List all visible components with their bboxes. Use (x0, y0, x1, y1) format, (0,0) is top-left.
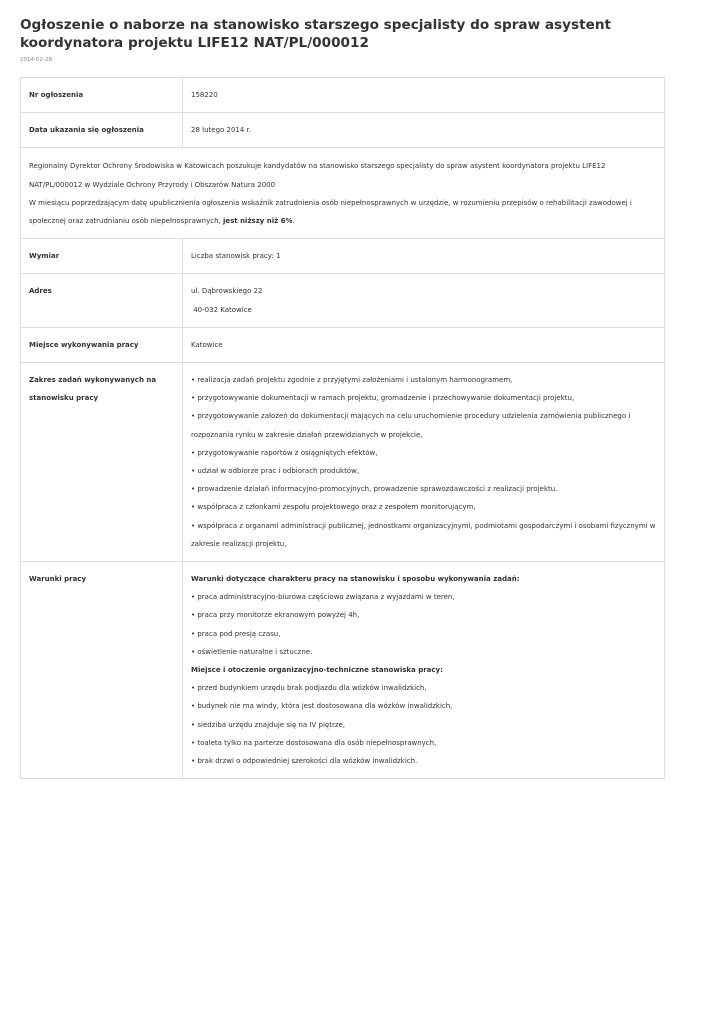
list-item: • współpraca z członkami zespołu projektowego oraz z zespołem monitorującym, (191, 503, 476, 512)
list-item: • przygotowywanie założeń do dokumentacji mających na celu uruchomienie procedury udzielenia zamówienia publicznego i rozpoznania rynku w zakresie działań przewidzianych w projekcie, (191, 412, 631, 439)
label-wymiar: Wymiar (21, 239, 183, 274)
label-miejsce: Miejsce wykonywania pracy (21, 327, 183, 362)
intro-line2-bold: jest niższy niż 6% (222, 217, 293, 226)
list-item: • toaleta tylko na parterze dostosowana dla osób niepełnosprawnych, (191, 738, 437, 747)
label-adres: Adres (21, 274, 183, 327)
value-data: 28 lutego 2014 r. (183, 113, 665, 148)
intro-cell (21, 148, 665, 239)
list-item: • budynek nie ma windy, która jest dostosowana dla wózków inwalidzkich, (191, 702, 453, 711)
intro-line1: Regionalny Dyrektor Ochrony Środowiska w Katowicach poszukuje kandydatów na stanowisko starszego specjalisty do spraw asystent koordynatora projektu LIFE12 NAT/PL/000012 w Wydziale Ochrony Przyrody i Obszarów Natura 2000 (29, 162, 606, 189)
value-warunki (183, 562, 665, 779)
table-row-data (21, 113, 665, 148)
intro-line2-suffix: . (292, 217, 295, 226)
page-title: Ogłoszenie o naborze na stanowisko starszego specjalisty do spraw asystent koordynatora projektu LIFE12 NAT/PL/000012 (20, 17, 611, 51)
table-row-intro (21, 148, 665, 239)
label-nr: Nr ogłoszenia (21, 78, 183, 113)
value-miejsce: Katowice (183, 327, 665, 362)
value-zakres (183, 363, 665, 562)
intro-line2 (29, 194, 656, 230)
label-data: Data ukazania się ogłoszenia (21, 113, 183, 148)
list-item: • praca pod presją czasu, (191, 629, 281, 638)
label-zakres: Zakres zadań wykonywanych na stanowisku pracy (21, 363, 183, 562)
heading-warunki-charakter: Warunki dotyczące charakteru pracy na stanowisku i sposobu wykonywania zadań: (191, 575, 520, 584)
value-adres (183, 274, 665, 327)
list-item: • udział w odbiorze prac i odbiorach produktów, (191, 467, 360, 476)
list-item: • prowadzenie działań informacyjno-promocyjnych, prowadzenie sprawozdawczości z realizacji projektu. (191, 485, 558, 494)
table-row-zakres (21, 363, 665, 562)
list-item: • praca przy monitorze ekranowym powyżej 4h, (191, 611, 360, 620)
label-warunki: Warunki pracy (21, 562, 183, 779)
list-item: • praca administracyjno-biurowa częściowo związana z wyjazdami w teren, (191, 593, 455, 602)
table-row-adres (21, 274, 665, 327)
value-wymiar: Liczba stanowisk pracy: 1 (183, 239, 665, 274)
table-row-warunki (21, 562, 665, 779)
table-row-wymiar (21, 239, 665, 274)
list-item: • brak drzwi o odpowiedniej szerokości dla wózków inwalidzkich. (191, 757, 418, 766)
section-heading (191, 661, 656, 679)
heading-warunki-miejsce: Miejsce i otoczenie organizacyjno-techniczne stanowiska pracy: (191, 666, 443, 675)
list-item: • współpraca z organami administracji publicznej, jednostkami organizacyjnymi, podmiotami gospodarczymi i osobami fizycznymi w zakresie realizacji projektu, (191, 521, 656, 548)
address-street: ul. Dąbrowskiego 22 (191, 287, 263, 296)
list-item: • siedziba urzędu znajduje się na IV piętrze, (191, 720, 346, 729)
announcement-table (20, 77, 665, 779)
list-item: • oświetlenie naturalne i sztuczne. (191, 647, 313, 656)
list-item: • przygotowywanie raportów z osiągniętych efektów, (191, 448, 378, 457)
address-city: 40-032 Katowice (191, 305, 252, 314)
value-nr: 158220 (183, 78, 665, 113)
section-heading (191, 570, 656, 588)
list-item: • przed budynkiem urzędu brak podjazdu dla wózków inwalidzkich, (191, 684, 427, 693)
list-item: • realizacja zadań projektu zgodnie z przyjętymi założeniami i ustalonym harmonogramem, (191, 376, 513, 385)
list-item: • przygotowywanie dokumentacji w ramach projektu, gromadzenie i przechowywanie dokumentacji projektu, (191, 394, 575, 403)
intro-line2-prefix: W miesiącu poprzedzającym datę upublicznienia ogłoszenia wskaźnik zatrudnienia osób niepełnosprawnych w urzędzie, w rozumieniu przepisów o rehabilitacji zawodowej i społecznej oraz zatrudnianiu osób niepełnosprawnych, (29, 198, 632, 226)
table-row-nr (21, 78, 665, 113)
publication-date: 2014-02-28 (20, 57, 52, 63)
table-row-miejsce (21, 327, 665, 362)
